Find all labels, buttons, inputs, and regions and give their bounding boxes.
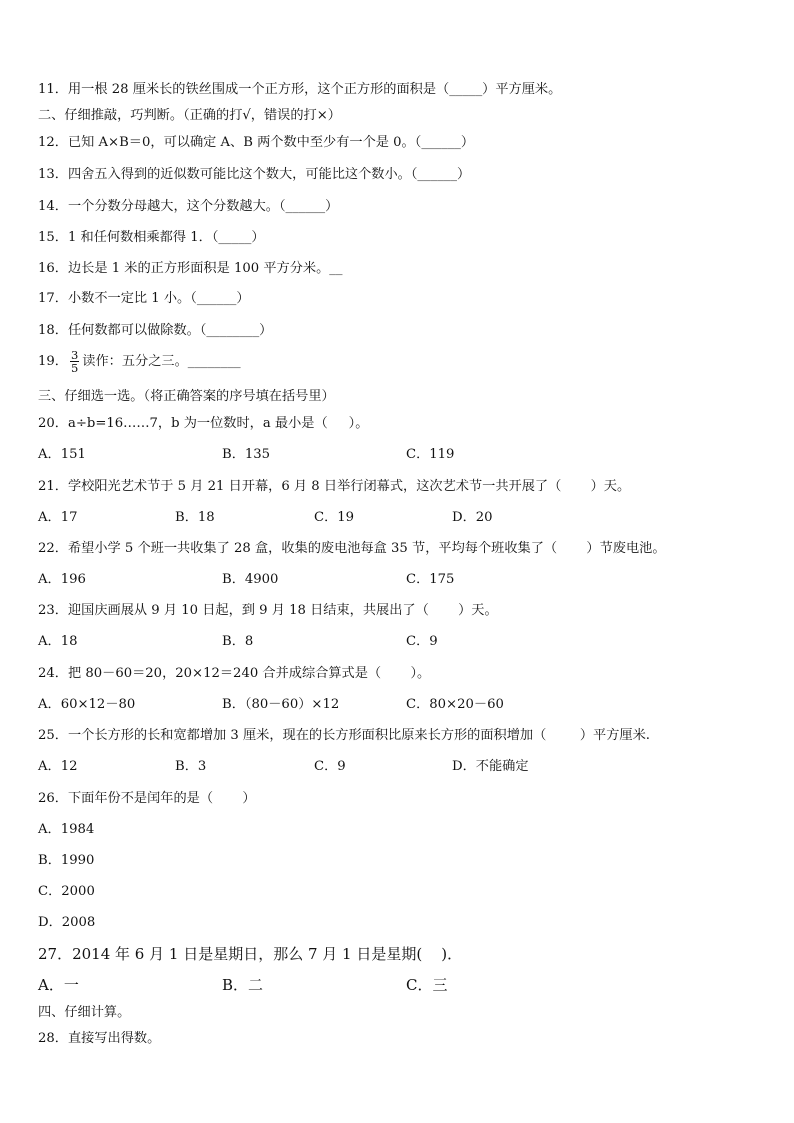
q28: 28．直接写出得数。: [38, 1031, 161, 1046]
q27-option-a: A．一: [38, 976, 79, 994]
q20: 20．a÷b=16……7，b 为一位数时，a 最小是（ ）。: [38, 416, 369, 431]
q19: [38, 348, 241, 376]
q20-option-a: A．151: [38, 447, 86, 462]
q21-option-d: D．20: [452, 510, 493, 525]
q24: 24．把 80－60＝20，20×12＝240 合并成综合算式是（ ）。: [38, 666, 431, 681]
q25-option-d: D．不能确定: [452, 759, 529, 774]
q19-text: 读作：五分之三。________: [82, 354, 241, 369]
q27-option-b: B．二: [222, 976, 264, 994]
q22-option-b: B．4900: [222, 572, 279, 587]
q23-option-b: B．8: [222, 634, 254, 649]
q24-option-b: B．（80－60）×12: [222, 697, 340, 712]
q17: 17．小数不一定比 1 小。（______）: [38, 291, 250, 306]
q23-option-a: A．18: [38, 634, 78, 649]
q27: 27．2014 年 6 月 1 日是星期日，那么 7 月 1 日是星期( )．: [38, 945, 463, 963]
q25-option-a: A．12: [38, 759, 78, 774]
fraction-denominator: 5: [70, 361, 79, 375]
q11: 11．用一根 28 厘米长的铁丝围成一个正方形，这个正方形的面积是（_____）平方厘米。: [38, 82, 562, 97]
q20-option-c: C．119: [406, 447, 455, 462]
q26-option-a: A．1984: [38, 822, 95, 837]
fraction-numerator: 3: [70, 348, 79, 362]
q16: 16．边长是 1 米的正方形面积是 100 平方分米。__: [38, 261, 343, 276]
q14: 14．一个分数分母越大，这个分数越大。（______）: [38, 199, 339, 214]
q26: 26．下面年份不是闰年的是（ ）: [38, 791, 256, 806]
q24-option-a: A．60×12－80: [38, 697, 136, 712]
section-3-heading: 三、仔细选一选。（将正确答案的序号填在括号里）: [38, 389, 335, 404]
q25: 25．一个长方形的长和宽都增加 3 厘米，现在的长方形面积比原来长方形的面积增加（ ）平方厘米.: [38, 728, 650, 743]
q13: 13．四舍五入得到的近似数可能比这个数大，可能比这个数小。（______）: [38, 167, 471, 182]
q21: 21．学校阳光艺术节于 5 月 21 日开幕，6 月 8 日举行闭幕式，这次艺术节一共开展了（ ）天。: [38, 479, 631, 494]
q21-option-a: A．17: [38, 510, 78, 525]
q15: 15．1 和任何数相乘都得 1．（_____）: [38, 230, 265, 245]
q21-option-c: C．19: [314, 510, 355, 525]
q26-option-b: B．1990: [38, 853, 95, 868]
q19-number: 19．: [38, 354, 68, 369]
section-2-heading: 二、仔细推敲，巧判断。（正确的打√，错误的打×）: [38, 108, 341, 123]
q12: 12．已知 A×B＝0，可以确定 A、B 两个数中至少有一个是 0。（______）: [38, 135, 475, 150]
q26-option-d: D．2008: [38, 915, 96, 930]
fraction: [70, 349, 79, 374]
q18: 18．任何数都可以做除数。（________）: [38, 323, 273, 338]
section-4-heading: 四、仔细计算。: [38, 1005, 131, 1020]
q22-option-c: C．175: [406, 572, 455, 587]
q25-option-b: B．3: [175, 759, 207, 774]
q20-option-b: B．135: [222, 447, 271, 462]
q26-option-c: C．2000: [38, 884, 95, 899]
q25-option-c: C．9: [314, 759, 346, 774]
q24-option-c: C．80×20－60: [406, 697, 504, 712]
q23: 23．迎国庆画展从 9 月 10 日起，到 9 月 18 日结束，共展出了（ ）天。: [38, 603, 498, 618]
q22: 22．希望小学 5 个班一共收集了 28 盒，收集的废电池每盒 35 节，平均每个班收集了（ ）节废电池。: [38, 541, 666, 556]
q23-option-c: C．9: [406, 634, 438, 649]
q27-option-c: C．三: [406, 976, 448, 994]
q22-option-a: A．196: [38, 572, 86, 587]
q21-option-b: B．18: [175, 510, 215, 525]
